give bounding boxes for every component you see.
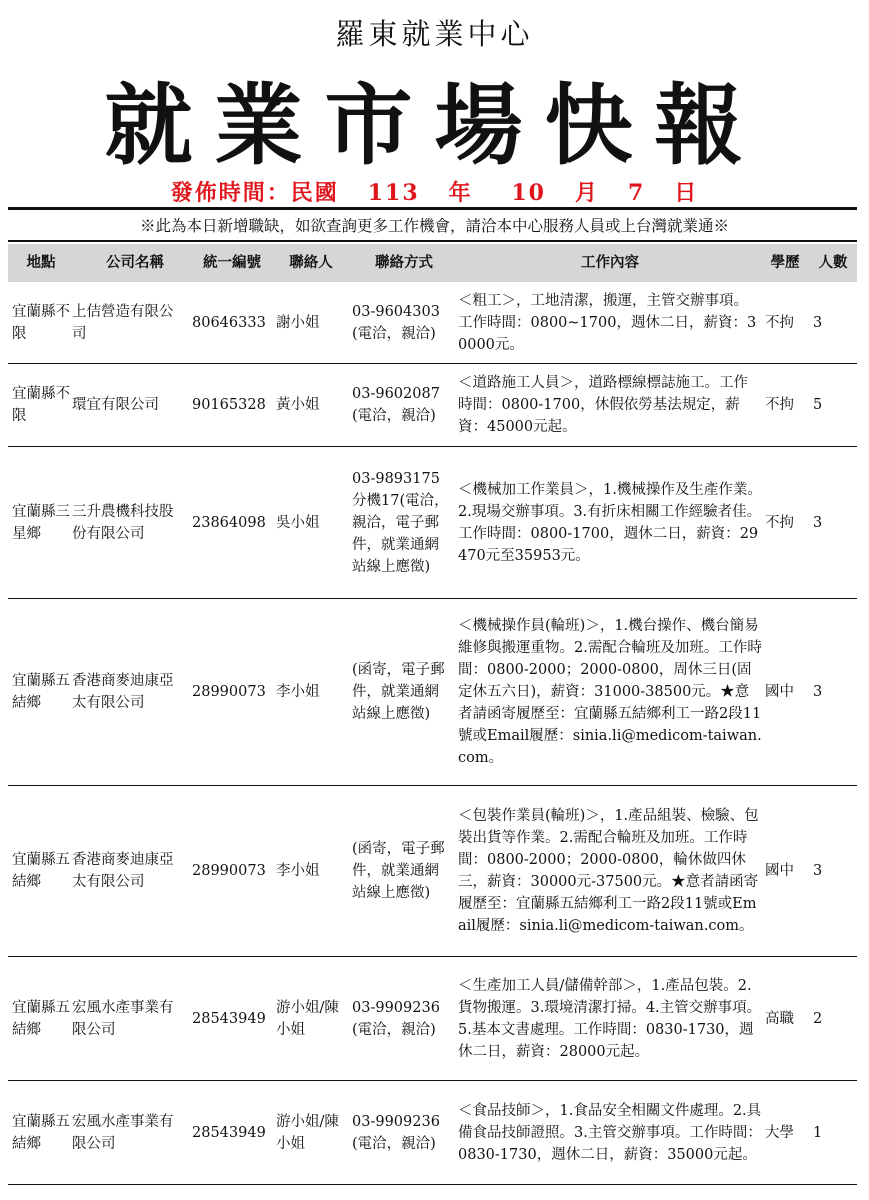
tax-id-cell: 28543949: [192, 1010, 266, 1027]
tax-id-cell: 28990073: [192, 684, 266, 700]
table-row: [8, 447, 857, 599]
table-row: [8, 283, 857, 364]
date-month: 10: [511, 180, 546, 206]
tax-id-cell: 80646333: [192, 315, 266, 331]
col-method: 聯絡方式: [375, 254, 433, 271]
contact-cell: 李小姐: [276, 863, 320, 879]
date-label: 發佈時間：民國: [170, 180, 339, 206]
count-cell: 5: [813, 397, 823, 413]
count-cell: 3: [813, 684, 823, 700]
job-cell: ＜粗工＞，工地清潔，搬運，主管交辦事項。工作時間：0800~1700，週休二日，薪資：30000元。: [458, 293, 757, 353]
location-cell: 宜蘭縣五結鄉: [12, 673, 70, 711]
tax-id-cell: 90165328: [192, 397, 266, 413]
notice-text: ※此為本日新增職缺，如欲查詢更多工作機會，請洽本中心服務人員或上台灣就業通※: [139, 217, 729, 235]
col-education: 學歷: [770, 254, 800, 271]
count-cell: 1: [813, 1124, 823, 1141]
count-cell: 3: [813, 863, 823, 879]
tax-id-cell: 28990073: [192, 863, 266, 879]
col-contact: 聯絡人: [289, 254, 333, 271]
tax-id-cell: 23864098: [192, 514, 266, 531]
job-cell: ＜食品技師＞，1.食品安全相關文件處理。2.具備食品技師證照。3.主管交辦事項。工作時間：0830-1730，週休二日，薪資：35000元起。: [458, 1102, 762, 1163]
col-company: 公司名稱: [106, 254, 164, 271]
col-count: 人數: [818, 254, 848, 271]
publish-date: [0, 176, 869, 207]
table-row: [8, 599, 857, 786]
contact-cell: 游小姐/陳小姐: [276, 1113, 339, 1152]
date-year: 113: [367, 180, 420, 206]
date-month-unit: 月: [574, 180, 599, 206]
method-cell: 03-9604303(電洽，親洽): [352, 304, 440, 342]
education-cell: 不拘: [765, 514, 794, 531]
date-day-unit: 日: [674, 180, 699, 206]
table-row: [8, 786, 857, 957]
education-cell: 高職: [765, 1010, 794, 1027]
method-cell: 03-9909236(電洽，親洽): [352, 1113, 440, 1152]
method-cell: 03-9602087(電洽，親洽): [352, 386, 440, 424]
method-cell: 03-9893175分機17(電洽，親洽，電子郵件，就業通網站線上應徵): [352, 470, 449, 575]
method-cell: 03-9909236(電洽，親洽): [352, 999, 440, 1038]
table-header: [8, 244, 857, 282]
company-cell: 香港商麥迪康亞太有限公司: [72, 852, 174, 890]
location-cell: 宜蘭縣五結鄉: [12, 1113, 70, 1152]
contact-cell: 游小姐/陳小姐: [276, 999, 339, 1038]
education-cell: 不拘: [765, 315, 794, 331]
location-cell: 宜蘭縣三星鄉: [12, 503, 70, 542]
company-cell: 宏風水產事業有限公司: [72, 1113, 174, 1152]
job-cell: ＜道路施工人員＞，道路標線標誌施工。工作時間：0800-1700，休假依勞基法規定，薪資：45000元起。: [458, 375, 748, 435]
count-cell: 2: [813, 1010, 823, 1027]
contact-cell: 黃小姐: [276, 397, 320, 413]
col-tax-id: 統一編號: [203, 254, 261, 271]
method-cell: (函寄，電子郵件，就業通網站線上應徵): [352, 662, 445, 722]
col-location: 地點: [26, 254, 56, 271]
tax-id-cell: 28543949: [192, 1124, 266, 1141]
count-cell: 3: [813, 514, 823, 531]
contact-cell: 李小姐: [276, 684, 320, 700]
table-row: [8, 364, 857, 447]
method-cell: (函寄，電子郵件，就業通網站線上應徵): [352, 841, 445, 901]
date-day: 7: [627, 180, 646, 206]
location-cell: 宜蘭縣五結鄉: [12, 852, 70, 890]
job-cell: ＜生產加工人員/儲備幹部＞，1.產品包裝。2.貨物搬運。3.環境清潔打掃。4.主管交辦事項。5.基本文書處理。工作時間：0830-1730，週休二日，薪資：28000元起。: [458, 977, 762, 1060]
company-cell: 三升農機科技股份有限公司: [72, 503, 174, 542]
education-cell: 大學: [765, 1124, 794, 1141]
center-name: 羅東就業中心: [335, 17, 534, 51]
education-cell: 國中: [765, 863, 794, 879]
job-cell: ＜機械操作員(輪班)＞，1.機台操作、機台簡易維修與搬運重物。2.需配合輪班及加班。工作時間：0800-2000；2000-0800，周休三日(固定休五六日)，薪資：31000-38500元。★意者請函寄履歷至：宜蘭縣五結鄉利工一路2段11號或Email履歷：sinia.li@medicom-taiwan.com。: [458, 618, 762, 766]
company-cell: 宏風水產事業有限公司: [72, 999, 174, 1038]
location-cell: 宜蘭縣五結鄉: [12, 999, 70, 1038]
table-row: [8, 1081, 857, 1185]
report-title: 就業市場快報: [104, 73, 765, 177]
contact-cell: 謝小姐: [276, 315, 320, 331]
company-cell: 上佶營造有限公司: [72, 304, 174, 342]
top-rule: [8, 207, 857, 210]
notice-rule: [8, 240, 857, 242]
date-year-unit: 年: [448, 180, 473, 206]
job-cell: ＜包裝作業員(輪班)＞，1.產品組裝、檢驗、包裝出貨等作業。2.需配合輪班及加班。工作時間：0800-2000；2000-0800，輪休做四休三，薪資：30000元-37500元。★意者請函寄履歷至：宜蘭縣五結鄉利工一路2段11號或Email履歷：sinia.li@medicom-taiwan.com。: [458, 808, 759, 934]
table-row: [8, 957, 857, 1081]
education-cell: 不拘: [765, 397, 794, 413]
location-cell: 宜蘭縣不限: [12, 304, 70, 342]
count-cell: 3: [813, 315, 823, 331]
company-cell: 香港商麥迪康亞太有限公司: [72, 673, 174, 711]
col-job: 工作內容: [581, 254, 639, 271]
location-cell: 宜蘭縣不限: [12, 386, 70, 424]
job-cell: ＜機械加工作業員＞，1.機械操作及生產作業。2.現場交辦事項。3.有折床相關工作經驗者佳。工作時間：0800-1700，週休二日，薪資：29470元至35953元。: [458, 481, 762, 564]
contact-cell: 吳小姐: [276, 514, 320, 531]
company-cell: 環宜有限公司: [72, 397, 159, 413]
education-cell: 國中: [765, 684, 794, 700]
